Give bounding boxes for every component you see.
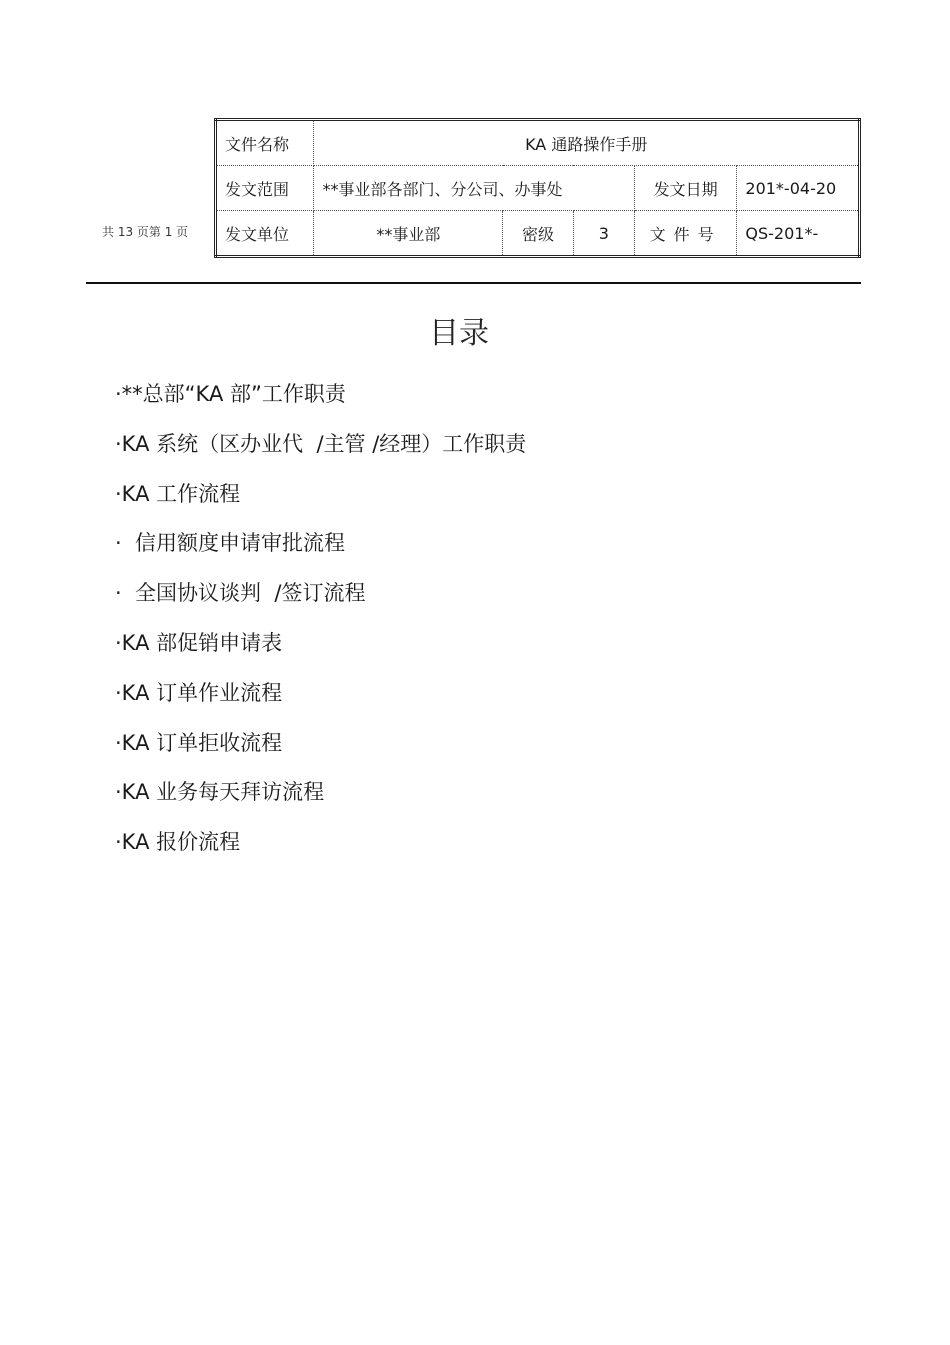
doc-name-label: 文件名称 <box>216 120 314 166</box>
toc-item[interactable]: ·KA 业务每天拜访流程 <box>115 780 325 805</box>
doc-number-label: 文件号 <box>634 211 736 257</box>
toc-item[interactable]: · 信用额度申请审批流程 <box>115 531 346 556</box>
toc-item[interactable]: ·KA 订单作业流程 <box>115 680 283 705</box>
date-value: 201*-04-20 <box>737 166 860 211</box>
header-row-title <box>216 120 860 166</box>
header-row-unit <box>216 211 860 257</box>
toc-item[interactable]: ·KA 订单拒收流程 <box>115 730 283 755</box>
page-counter: 共 13 页第 1 页 <box>102 225 189 239</box>
unit-value: **事业部 <box>314 211 503 257</box>
toc-item[interactable]: ·**总部“KA 部”工作职责 <box>115 382 346 406</box>
toc-item[interactable]: · 全国协议谈判 /签订流程 <box>115 581 366 606</box>
secret-level-value: 3 <box>573 211 634 257</box>
date-label: 发文日期 <box>634 166 736 211</box>
toc-title: 目录 <box>429 316 489 351</box>
scope-value: **事业部各部门、分公司、办事处 <box>314 166 634 211</box>
toc-item[interactable]: ·KA 部促销申请表 <box>115 630 283 655</box>
header-divider <box>86 282 861 284</box>
doc-number-value: QS-201*- <box>737 211 860 257</box>
document-header-table <box>214 118 861 258</box>
toc-item[interactable]: ·KA 报价流程 <box>115 830 241 855</box>
toc-list <box>115 370 526 868</box>
toc-item[interactable]: ·KA 工作流程 <box>115 481 241 506</box>
header-row-scope <box>216 166 860 211</box>
scope-label: 发文范围 <box>216 166 314 211</box>
doc-name-value: KA 通路操作手册 <box>314 120 860 166</box>
toc-item[interactable]: ·KA 系统（区办业代 /主管 /经理）工作职责 <box>115 431 527 456</box>
unit-label: 发文单位 <box>216 211 314 257</box>
secret-level-label: 密级 <box>503 211 573 257</box>
